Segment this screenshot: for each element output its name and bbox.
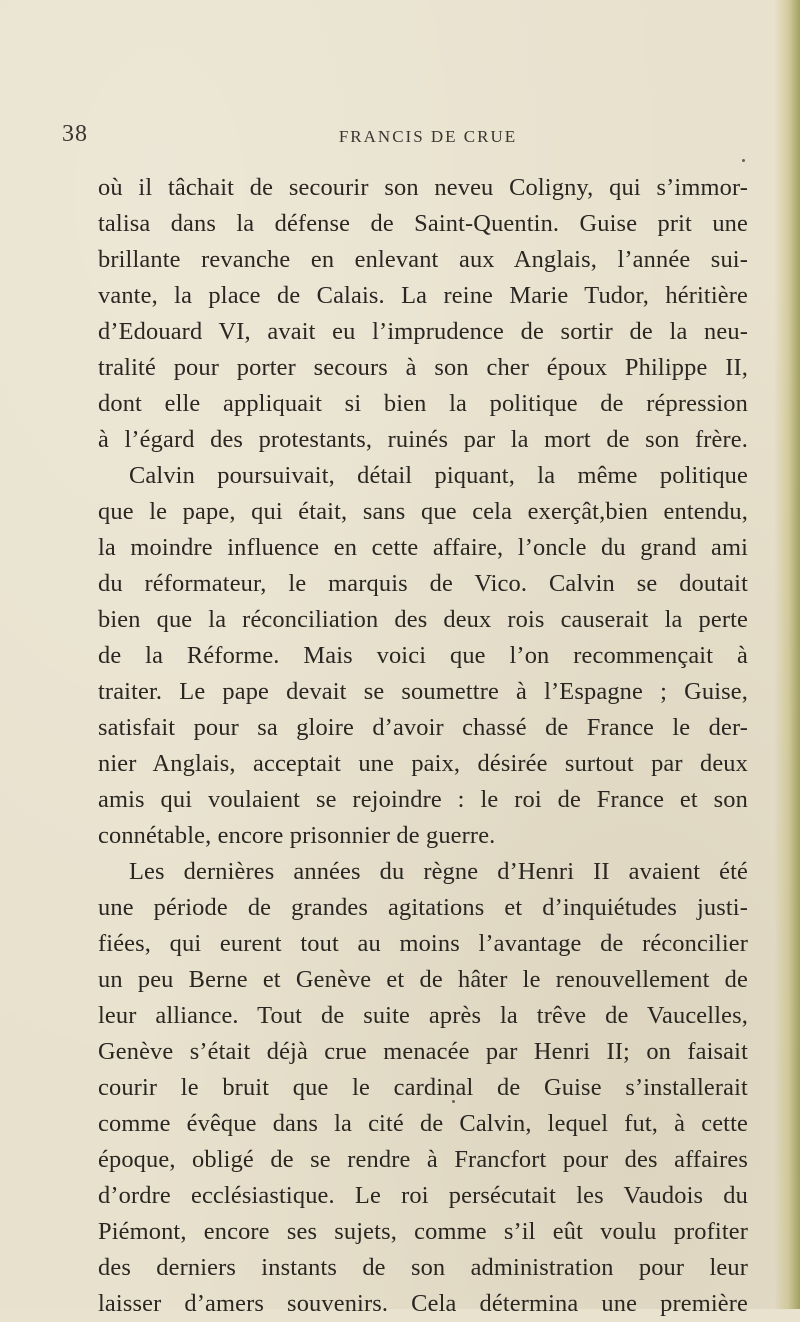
text-line: que le pape, qui était, sans que cela exerçât,bien entendu,	[98, 498, 748, 525]
text-line: talisa dans la défense de Saint-Quentin. Guise prit une	[98, 210, 748, 237]
text-line: époque, obligé de se rendre à Francfort pour des affaires	[98, 1146, 748, 1173]
text-line: Genève s’était déjà crue menacée par Henri II; on faisait	[98, 1038, 748, 1065]
text-line: traiter. Le pape devait se soumettre à l’Espagne ; Guise,	[98, 678, 748, 705]
body-text	[98, 170, 748, 1322]
text-line: fiées, qui eurent tout au moins l’avantage de réconcilier	[98, 930, 748, 957]
text-line: une période de grandes agitations et d’inquiétudes justi-	[98, 894, 748, 921]
text-line: d’Edouard VI, avait eu l’imprudence de sortir de la neu-	[98, 318, 748, 345]
text-line: tralité pour porter secours à son cher époux Philippe II,	[98, 354, 748, 381]
text-line: leur alliance. Tout de suite après la trêve de Vaucelles,	[98, 1002, 748, 1029]
text-line: à l’égard des protestants, ruinés par la mort de son frère.	[98, 426, 748, 453]
text-line: laisser d’amers souvenirs. Cela détermina une première	[98, 1290, 748, 1317]
text-line: un peu Berne et Genève et de hâter le renouvellement de	[98, 966, 748, 993]
text-line: d’ordre ecclésiastique. Le roi persécutait les Vaudois du	[98, 1182, 748, 1209]
text-line: de la Réforme. Mais voici que l’on recommençait à	[98, 642, 748, 669]
running-title: FRANCIS DE CRUE	[338, 127, 518, 146]
text-line: courir le bruit que le cardinal de Guise s’installerait	[98, 1074, 748, 1101]
text-line: des derniers instants de son administration pour leur	[98, 1254, 748, 1281]
text-line: vante, la place de Calais. La reine Marie Tudor, héritière	[98, 282, 748, 309]
text-line: du réformateur, le marquis de Vico. Calvin se doutait	[98, 570, 748, 597]
text-line: comme évêque dans la cité de Calvin, lequel fut, à cette	[98, 1110, 748, 1137]
text-line: Calvin poursuivait, détail piquant, la même politique	[129, 462, 748, 489]
text-line: bien que la réconciliation des deux rois causerait la perte	[98, 606, 748, 633]
text-line: dont elle appliquait si bien la politique de répression	[98, 390, 748, 417]
text-line: la moindre influence en cette affaire, l’oncle du grand ami	[98, 534, 748, 561]
text-line: nier Anglais, acceptait une paix, désirée surtout par deux	[98, 750, 748, 777]
text-line: où il tâchait de secourir son neveu Coligny, qui s’immor-	[98, 174, 748, 201]
text-line: satisfait pour sa gloire d’avoir chassé de France le der-	[98, 714, 748, 741]
page-header	[0, 121, 800, 151]
text-line: brillante revanche en enlevant aux Anglais, l’année sui-	[98, 246, 748, 273]
page-edge-shadow	[774, 0, 800, 1309]
text-line: Piémont, encore ses sujets, comme s’il eût voulu profiter	[98, 1218, 748, 1245]
page-number: 38	[62, 121, 88, 147]
ink-speck	[742, 159, 745, 162]
text-line: Les dernières années du règne d’Henri II avaient été	[129, 858, 748, 885]
text-line: connétable, encore prisonnier de guerre.	[98, 822, 496, 849]
text-line: amis qui voulaient se rejoindre : le roi de France et son	[98, 786, 748, 813]
